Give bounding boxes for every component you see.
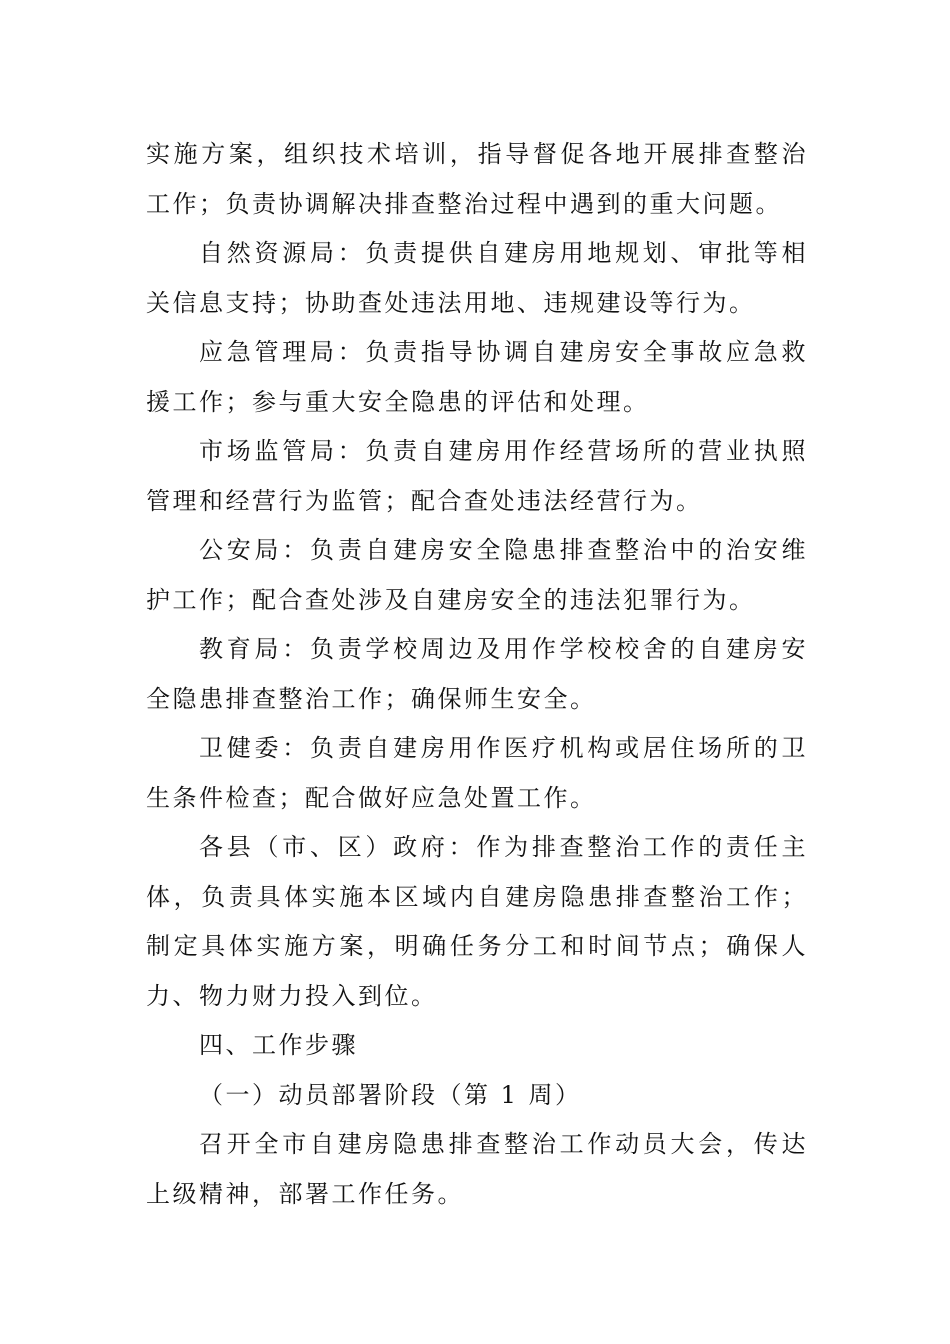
paragraph-education: 教育局：负责学校周边及用作学校校舍的自建房安全隐患排查整治工作；确保师生安全。 — [146, 635, 808, 713]
paragraph-emergency-management: 应急管理局：负责指导协调自建房安全事故应急救援工作；参与重大安全隐患的评估和处理。 — [146, 338, 808, 416]
document-body — [146, 130, 808, 1219]
section-heading-work-steps: 四、工作步骤 — [199, 1031, 358, 1059]
subsection-heading-mobilization: （一）动员部署阶段（第 1 周） — [199, 1080, 582, 1109]
paragraph-mobilization-meeting: 召开全市自建房隐患排查整治工作动员大会，传达上级精神，部署工作任务。 — [146, 1130, 808, 1208]
paragraph-natural-resources: 自然资源局：负责提供自建房用地规划、审批等相关信息支持；协助查处违法用地、违规建设等行为。 — [146, 239, 808, 317]
paragraph-public-security: 公安局：负责自建房安全隐患排查整治中的治安维护工作；配合查处涉及自建房安全的违法犯罪行为。 — [146, 536, 808, 614]
paragraph-county-governments: 各县（市、区）政府：作为排查整治工作的责任主体，负责具体实施本区域内自建房隐患排查整治工作；制定具体实施方案，明确任务分工和时间节点；确保人力、物力财力投入到位。 — [146, 833, 808, 1010]
paragraph-market-supervision: 市场监管局：负责自建房用作经营场所的营业执照管理和经营行为监管；配合查处违法经营行为。 — [146, 437, 808, 515]
paragraph-continuation: 实施方案，组织技术培训，指导督促各地开展排查整治工作；负责协调解决排查整治过程中遇到的重大问题。 — [146, 140, 808, 218]
paragraph-health-commission: 卫健委：负责自建房用作医疗机构或居住场所的卫生条件检查；配合做好应急处置工作。 — [146, 734, 808, 812]
